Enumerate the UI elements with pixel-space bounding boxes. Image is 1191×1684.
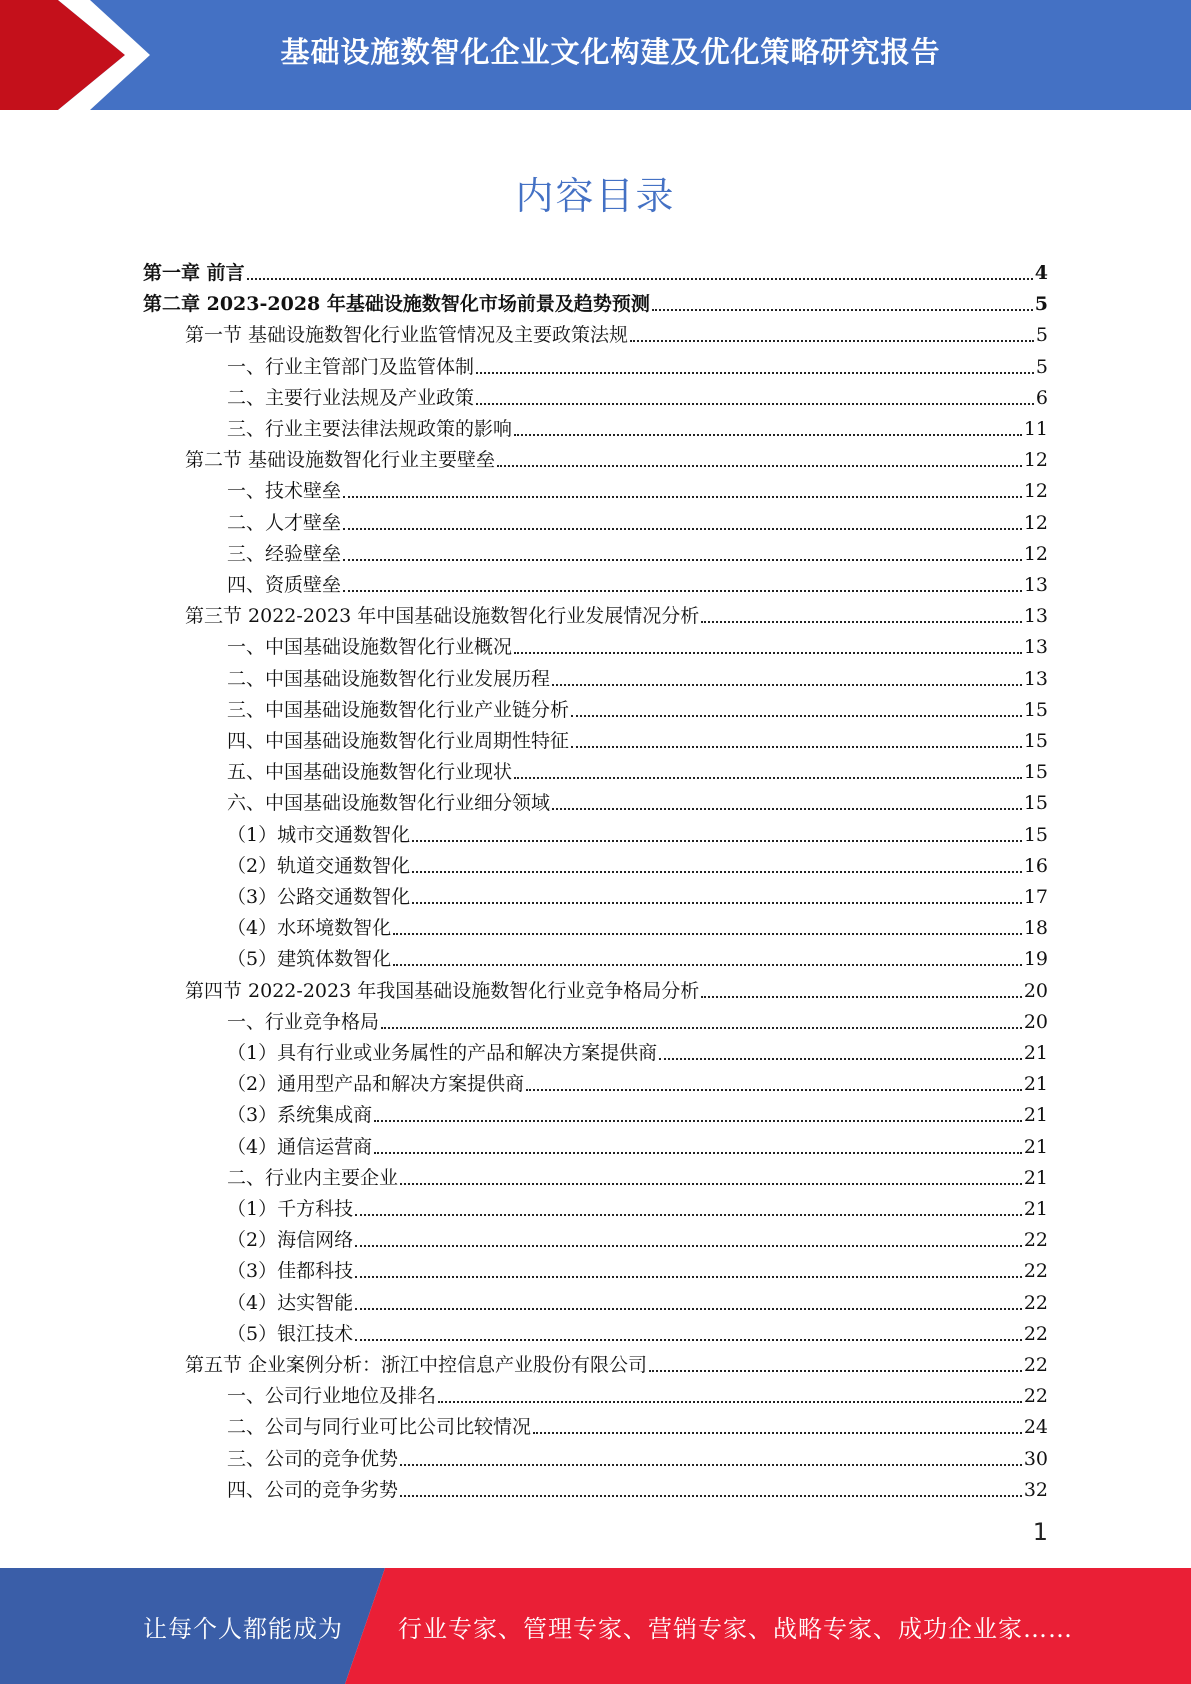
toc-entry-page: 15 [1023,761,1048,784]
toc-entry-title: 二、行业内主要企业 [227,1166,399,1189]
toc-entry-page: 21 [1023,1073,1048,1096]
toc-entry[interactable] [185,315,1048,346]
toc-dot-leader [374,1152,1022,1154]
toc-entry[interactable] [185,971,1048,1002]
toc-dot-leader [343,559,1022,561]
toc-entry[interactable] [227,1407,1048,1438]
toc-entry[interactable] [227,1095,1048,1126]
toc-dot-leader [476,372,1034,374]
toc-entry[interactable] [227,1189,1048,1220]
toc-entry[interactable] [143,284,1048,315]
toc-entry-title: 二、公司与同行业可比公司比较情况 [227,1416,532,1439]
toc-entry-page: 13 [1023,667,1048,690]
toc-dot-leader [526,1089,1022,1091]
toc-entry-page: 6 [1035,386,1048,409]
toc-entry[interactable] [185,596,1048,627]
toc-entry-title: （4）水环境数智化 [227,917,392,940]
toc-entry-page: 30 [1023,1447,1048,1470]
toc-dot-leader [571,715,1022,717]
toc-entry-title: 五、中国基础设施数智化行业现状 [227,761,513,784]
toc-entry-title: 一、行业主管部门及监管体制 [227,355,475,378]
footer-slogan-right: 行业专家、管理专家、营销专家、战略专家、成功企业家…… [398,1614,1073,1643]
toc-dot-leader [412,840,1022,842]
toc-heading: 内容目录 [515,174,676,218]
toc-entry-page: 21 [1023,1135,1048,1158]
toc-dot-leader [630,340,1034,342]
toc-entry[interactable] [143,253,1048,284]
toc-entry[interactable] [227,908,1048,939]
toc-entry-title: 一、中国基础设施数智化行业概况 [227,636,513,659]
toc-entry-page: 12 [1023,511,1048,534]
toc-entry[interactable] [227,347,1048,378]
toc-entry-page: 4 [1034,262,1048,284]
toc-entry[interactable] [227,815,1048,846]
toc-dot-leader [343,496,1022,498]
toc-entry[interactable] [227,1158,1048,1189]
toc-dot-leader [649,1370,1022,1372]
toc-entry-title: （3）佳都科技 [227,1260,354,1283]
toc-entry-title: 一、公司行业地位及排名 [227,1385,437,1408]
toc-entry-title: 一、技术壁垒 [227,480,342,503]
toc-dot-leader [438,1401,1022,1403]
toc-dot-leader [400,1495,1022,1497]
toc-entry-title: 二、主要行业法规及产业政策 [227,386,475,409]
toc-entry-title: （3）公路交通数智化 [227,886,411,908]
toc-entry-title: 二、人才壁垒 [227,511,342,534]
toc-entry[interactable] [227,627,1048,658]
toc-entry-title: 四、中国基础设施数智化行业周期性特征 [227,730,570,752]
toc-entry[interactable] [227,721,1048,752]
footer-band [0,1568,1191,1684]
toc-entry-title: 六、中国基础设施数智化行业细分领域 [227,792,551,815]
toc-dot-leader [355,1339,1022,1341]
toc-entry-title: 第一章 前言 [143,262,245,284]
toc-entry-title: （1）千方科技 [227,1198,354,1220]
toc-entry-page: 11 [1023,418,1048,440]
toc-entry-title: 第五节 企业案例分析：浙江中控信息产业股份有限公司 [185,1354,648,1376]
toc-entry-page: 5 [1034,293,1048,316]
toc-dot-leader [381,1027,1022,1029]
toc-entry-page: 19 [1023,948,1048,971]
toc-entry-page: 12 [1023,542,1048,565]
toc-dot-leader [412,902,1022,904]
toc-entry[interactable] [227,471,1048,502]
toc-dot-leader [497,465,1022,467]
toc-entry-title: （1）城市交通数智化 [227,823,411,846]
toc-dot-leader [476,403,1034,405]
report-title: 基础设施数智化企业文化构建及优化策略研究报告 [280,34,941,69]
toc-dot-leader [355,1214,1022,1216]
toc-entry[interactable] [227,1033,1048,1064]
toc-entry-page: 5 [1035,324,1048,347]
toc-entry-title: 第四节 2022-2023 年我国基础设施数智化行业竞争格局分析 [185,979,700,1002]
toc-dot-leader [412,871,1022,873]
toc-entry-page: 15 [1023,730,1048,752]
toc-entry-page: 22 [1023,1260,1048,1283]
toc-dot-leader [571,746,1022,748]
toc-entry-title: （2）轨道交通数智化 [227,854,411,877]
toc-entry[interactable] [227,1439,1048,1470]
toc-dot-leader [514,652,1022,654]
toc-entry-page: 16 [1023,854,1048,877]
header-band [0,0,1191,110]
toc-entry-page: 21 [1023,1166,1048,1189]
toc-dot-leader [355,1276,1022,1278]
toc-entry-title: 三、经验壁垒 [227,542,342,565]
toc-entry-page: 12 [1023,449,1048,472]
toc-entry[interactable] [227,659,1048,690]
toc-entry[interactable] [227,846,1048,877]
toc-entry-title: 第一节 基础设施数智化行业监管情况及主要政策法规 [185,324,629,347]
toc-entry[interactable] [185,440,1048,471]
toc-entry[interactable] [227,1376,1048,1407]
toc-entry[interactable] [227,1064,1048,1095]
toc-dot-leader [514,434,1022,436]
toc-entry-title: 第二节 基础设施数智化行业主要壁垒 [185,449,496,472]
toc-entry-title: （4）通信运营商 [227,1135,373,1158]
toc-entry[interactable] [227,877,1048,908]
toc-dot-leader [659,1058,1022,1060]
toc-entry-title: 四、公司的竞争劣势 [227,1478,399,1501]
toc-entry-title: 第三节 2022-2023 年中国基础设施数智化行业发展情况分析 [185,605,700,628]
toc-entry-title: （1）具有行业或业务属性的产品和解决方案提供商 [227,1042,658,1064]
toc-dot-leader [701,621,1022,623]
toc-entry-page: 20 [1023,979,1048,1002]
toc-entry-page: 22 [1023,1385,1048,1408]
toc-dot-leader [514,777,1022,779]
toc-entry-page: 20 [1023,1010,1048,1033]
toc-entry[interactable] [227,939,1048,970]
toc-entry[interactable] [227,503,1048,534]
toc-entry-title: （5）建筑体数智化 [227,948,392,971]
toc-entry[interactable] [227,378,1048,409]
toc-entry-page: 22 [1023,1354,1048,1376]
toc-dot-leader [343,528,1022,530]
toc-entry-title: 第二章 2023-2028 年基础设施数智化市场前景及趋势预测 [143,293,650,316]
toc-entry-page: 22 [1023,1291,1048,1314]
toc-dot-leader [355,1245,1022,1247]
toc-entry[interactable] [227,690,1048,721]
toc-entry[interactable] [227,1470,1048,1501]
toc-entry-title: 三、行业主要法律法规政策的影响 [227,418,513,440]
toc-entry-page: 13 [1023,605,1048,628]
toc-entry-title: 三、公司的竞争优势 [227,1447,399,1470]
toc-entry-page: 12 [1023,480,1048,503]
toc-entry-title: 三、中国基础设施数智化行业产业链分析 [227,698,570,721]
toc-entry[interactable] [227,783,1048,814]
toc-entry-title: 一、行业竞争格局 [227,1010,380,1033]
toc-entry-title: （2）通用型产品和解决方案提供商 [227,1073,525,1096]
toc-entry-page: 15 [1023,792,1048,815]
toc-entry[interactable] [227,409,1048,440]
toc-dot-leader [400,1183,1022,1185]
toc-entry-page: 17 [1023,886,1048,908]
toc-dot-leader [355,1308,1022,1310]
toc-entry[interactable] [227,1002,1048,1033]
toc-dot-leader [374,1120,1022,1122]
toc-entry[interactable] [227,1314,1048,1345]
toc-dot-leader [400,1464,1022,1466]
toc-entry-page: 22 [1023,1322,1048,1345]
toc-entry-page: 21 [1023,1042,1048,1064]
toc-dot-leader [247,278,1033,280]
toc-entry[interactable] [227,534,1048,565]
toc-entry[interactable] [227,1283,1048,1314]
toc-entry-title: （4）达实智能 [227,1291,354,1314]
toc-dot-leader [393,964,1022,966]
toc-entry[interactable] [227,752,1048,783]
toc-entry-page: 32 [1023,1478,1048,1501]
toc-entry[interactable] [227,565,1048,596]
toc-entry-title: 四、资质壁垒 [227,574,342,596]
toc-dot-leader [552,684,1022,686]
toc-entry-page: 15 [1023,698,1048,721]
toc-dot-leader [701,996,1022,998]
toc-entry-title: （3）系统集成商 [227,1104,373,1127]
toc-entry[interactable] [227,1127,1048,1158]
toc-entry[interactable] [185,1345,1048,1376]
toc-dot-leader [533,1432,1022,1434]
toc-entry-page: 13 [1023,636,1048,659]
toc-dot-leader [343,590,1022,592]
toc-entry-title: （2）海信网络 [227,1229,354,1252]
toc-entry-page: 22 [1023,1229,1048,1252]
toc-entry-title: 二、中国基础设施数智化行业发展历程 [227,667,551,690]
toc-entry[interactable] [227,1251,1048,1282]
toc-entry[interactable] [227,1220,1048,1251]
toc-dot-leader [393,933,1022,935]
toc-entry-page: 18 [1023,917,1048,940]
toc-entry-page: 5 [1035,355,1048,378]
toc-dot-leader [552,808,1022,810]
page-number: 1 [1032,1518,1048,1546]
toc-dot-leader [652,309,1033,311]
toc-entry-page: 21 [1023,1104,1048,1127]
toc-entry-title: （5）银江技术 [227,1322,354,1345]
toc-entry-page: 15 [1023,823,1048,846]
toc-entry-page: 24 [1023,1416,1048,1439]
toc-entry-page: 13 [1023,574,1048,596]
toc-entry-page: 21 [1023,1198,1048,1220]
footer-slogan-left: 让每个人都能成为 [143,1614,343,1643]
